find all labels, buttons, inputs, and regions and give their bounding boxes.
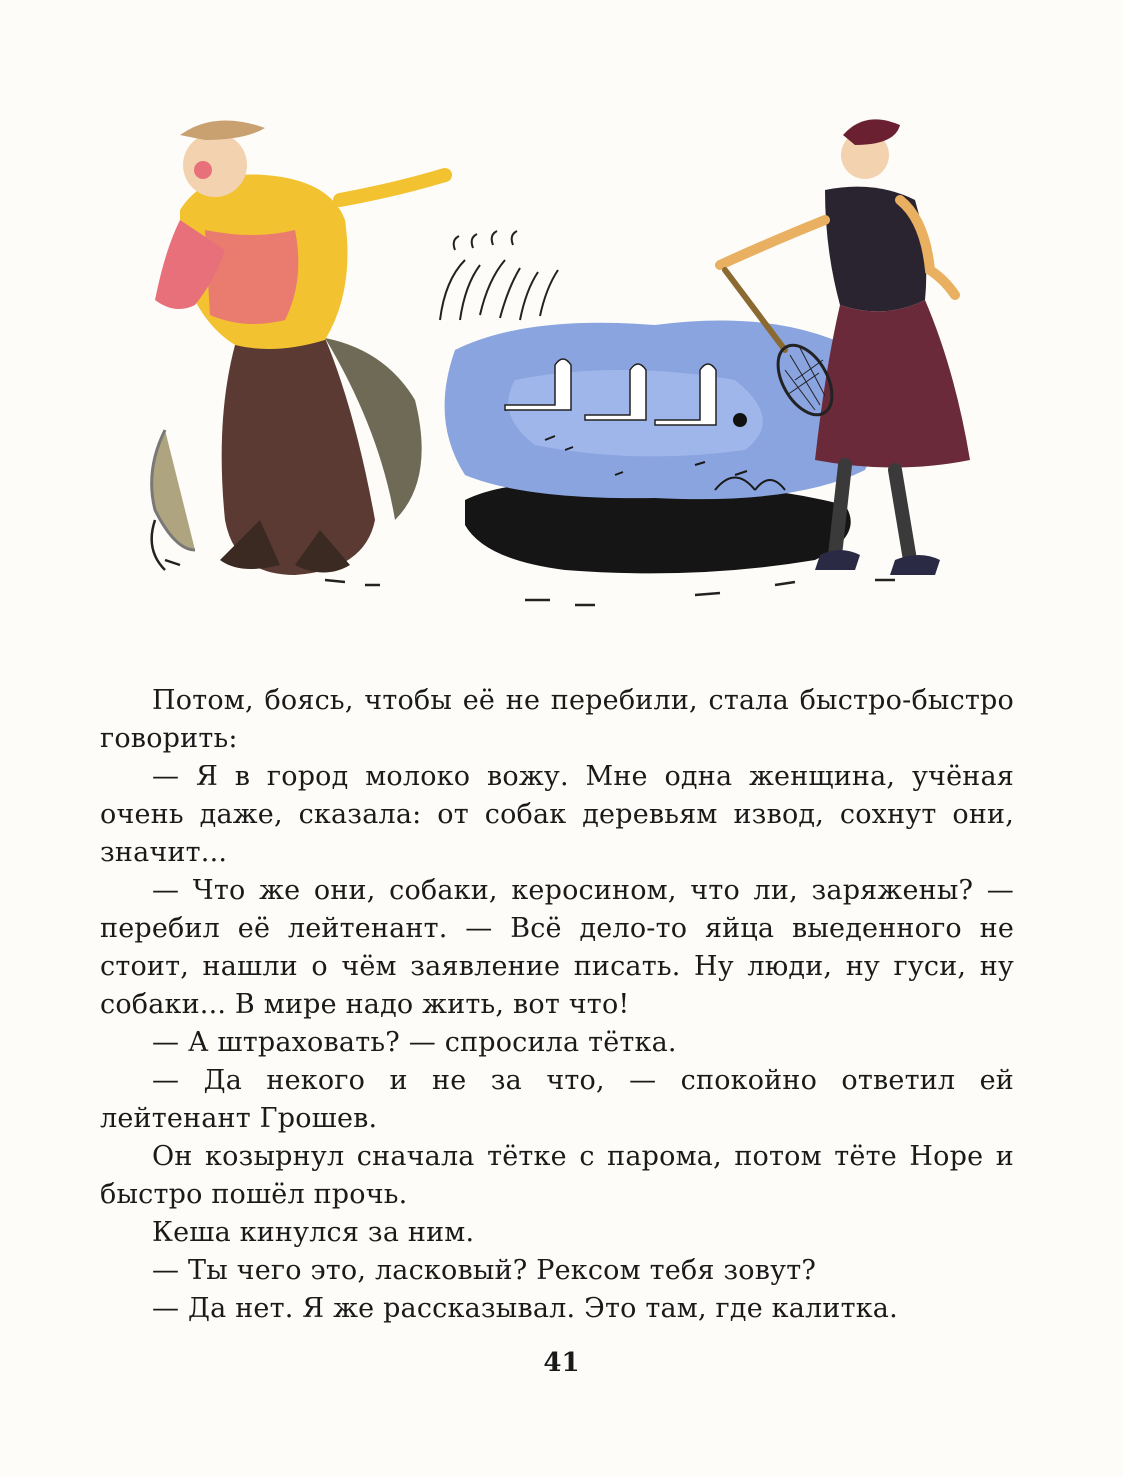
paragraph-3: — Что же они, собаки, керосином, что ли, заряжены? — перебил её лейтенант. — Всё дело-то яйца выеденного не стоит, нашли о чём заявление писать. Ну люди, ну гуси, ну собаки... В мире надо жить, вот что! <box>100 875 1014 1020</box>
paragraph-4: — А штраховать? — спросила тётка. <box>152 1027 677 1058</box>
paragraph-5: — Да некого и не за что, — спокойно ответил ей лейтенант Грошев. <box>100 1065 1014 1134</box>
ball <box>733 413 747 427</box>
page-number: 41 <box>543 1348 580 1378</box>
paragraph-1: Потом, боясь, чтобы её не перебили, стала быстро-быстро говорить: <box>100 685 1014 754</box>
paragraph-2: — Я в город молоко вожу. Мне одна женщина, учёная очень даже, сказала: от собак деревьям извод, сохнут они, значит... <box>100 761 1014 868</box>
paragraph-6: Он козырнул сначала тётке с парома, потом тёте Норе и быстро пошёл прочь. <box>100 1141 1014 1210</box>
paragraph-8: — Ты чего это, ласковый? Рексом тебя зовут? <box>152 1255 817 1286</box>
reeds <box>440 231 558 320</box>
text-block <box>100 682 1014 1328</box>
paragraph-7: Кеша кинулся за ним. <box>152 1217 475 1248</box>
woman-figure <box>152 120 445 575</box>
illustration <box>95 80 1030 625</box>
paragraph-9: — Да нет. Я же рассказывал. Это там, где калитка. <box>152 1293 898 1324</box>
